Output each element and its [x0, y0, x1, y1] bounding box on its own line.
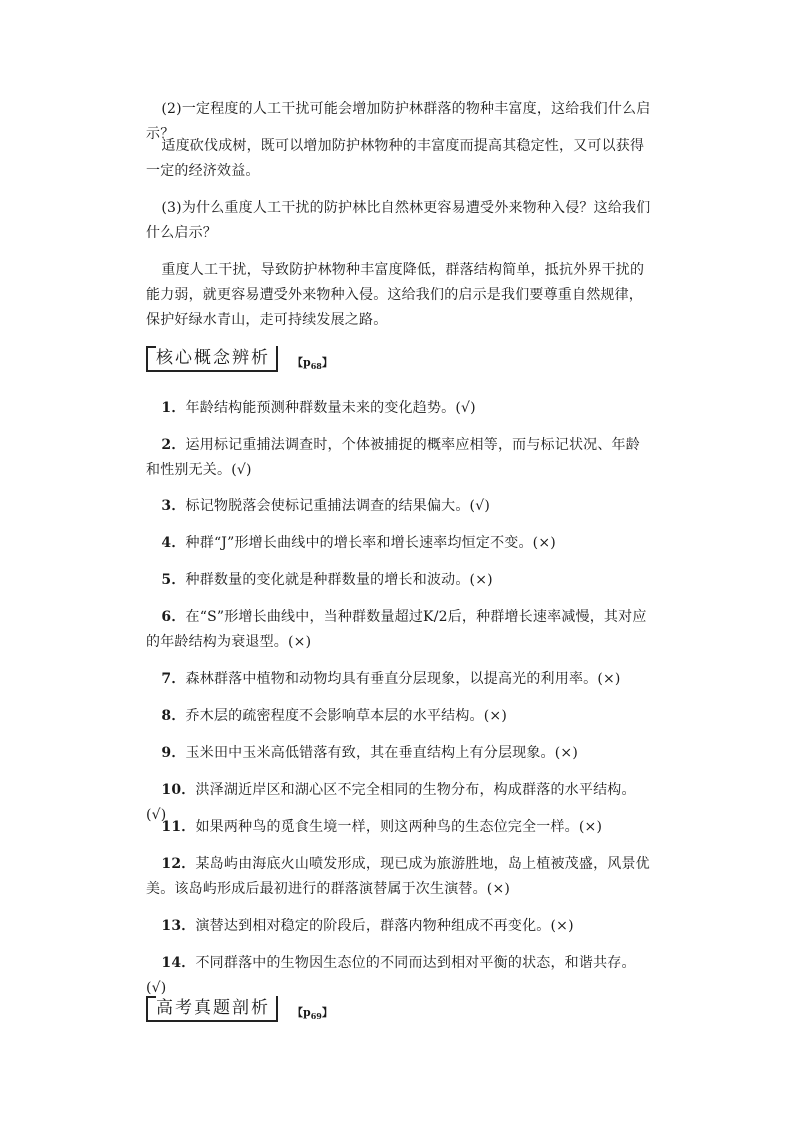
list-item: 14．不同群落中的生物因生态位的不同而达到相对平衡的状态，和谐共存。(√) — [146, 955, 636, 996]
list-item: 7．森林群落中植物和动物均具有垂直分层现象，以提高光的利用率。(×) — [161, 671, 621, 687]
section-title: 核心概念辨析 — [146, 346, 278, 372]
list-item: 8．乔木层的疏密程度不会影响草本层的水平结构。(×) — [161, 708, 507, 724]
list-item: 11．如果两种鸟的觅食生境一样，则这两种鸟的生态位完全一样。(×) — [161, 819, 603, 835]
list-item: 10．洪泽湖近岸区和湖心区不完全相同的生物分布，构成群落的水平结构。(√) — [146, 782, 636, 823]
question-3: (3)为什么重度人工干扰的防护林比自然林更容易遭受外来物种入侵？这给我们什么启示？ — [146, 200, 651, 241]
list-item: 12．某岛屿由海底火山喷发形成，现已成为旅游胜地，岛上植被茂盛，风景优美。该岛屿形成后最初进行的群落演替属于次生演替。(×) — [146, 856, 650, 897]
list-item: 3．标记物脱落会使标记重捕法调查的结果偏大。(√) — [161, 498, 490, 514]
list-item: 1．年龄结构能预测种群数量未来的变化趋势。(√) — [161, 400, 476, 416]
list-item: 2．运用标记重捕法调查时，个体被捕捉的概率应相等，而与标记状况、年龄和性别无关。(√) — [146, 437, 640, 478]
section-title: 高考真题剖析 — [146, 996, 278, 1022]
answer-3: 重度人工干扰，导致防护林物种丰富度降低，群落结构简单，抵抗外界干扰的能力弱，就更容易遭受外来物种入侵。这给我们的启示是我们要尊重自然规律，保护好绿水青山，走可持续发展之路。 — [146, 262, 645, 328]
page-reference: 【$p_{69}$】 — [292, 1005, 333, 1021]
list-item: 6．在“S”形增长曲线中，当种群数量超过K/2后，种群增长速率减慢，其对应的年龄结构为衰退型。(×) — [146, 609, 647, 650]
list-item: 9．玉米田中玉米高低错落有致，其在垂直结构上有分层现象。(×) — [161, 745, 578, 761]
section-heading-exam-analysis — [146, 996, 333, 1022]
page-reference: 【$p_{68}$】 — [292, 355, 333, 371]
answer-2: 适度砍伐成树，既可以增加防护林物种的丰富度而提高其稳定性，又可以获得一定的经济效益。 — [146, 138, 645, 179]
section-heading-core-concepts — [146, 346, 333, 372]
list-item: 13．演替达到相对稳定的阶段后，群落内物种组成不再变化。(×) — [161, 918, 574, 934]
list-item: 5．种群数量的变化就是种群数量的增长和波动。(×) — [161, 572, 493, 588]
question-2: (2)一定程度的人工干扰可能会增加防护林群落的物种丰富度，这给我们什么启示？ — [146, 101, 651, 142]
list-item: 4．种群“J”形增长曲线中的增长率和增长速率均恒定不变。(×) — [161, 535, 556, 551]
